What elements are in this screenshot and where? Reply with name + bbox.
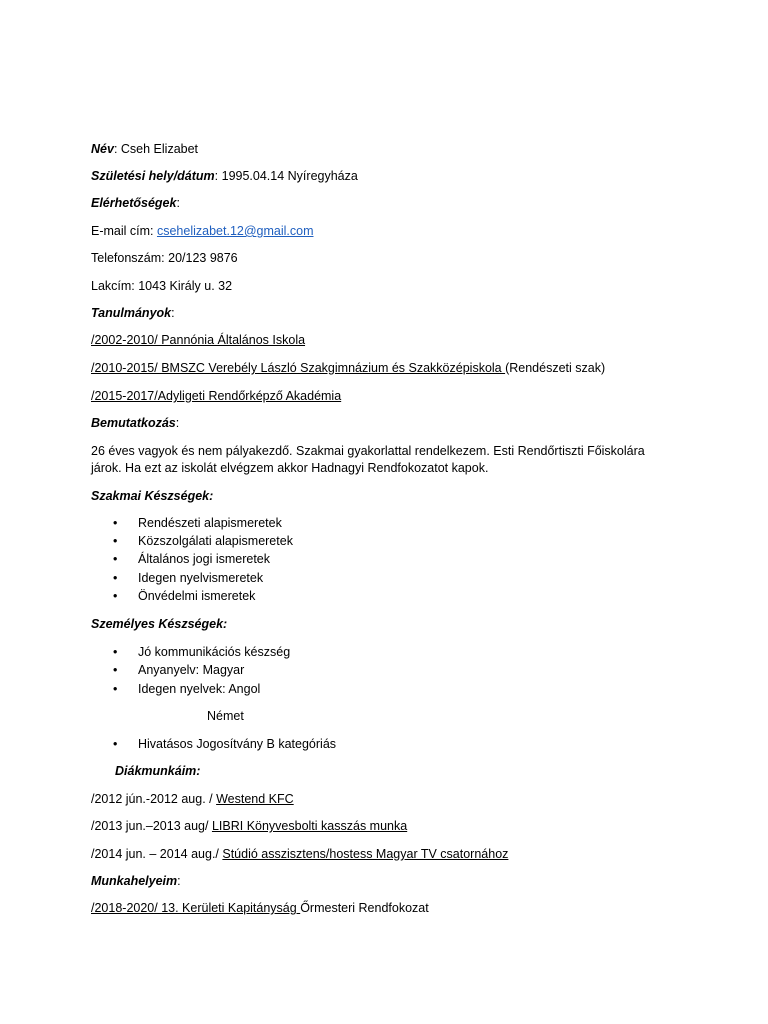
colon: :	[175, 416, 180, 430]
job-date: /2012 jún.-2012 aug. /	[91, 792, 217, 806]
bullet: •	[113, 516, 118, 530]
studies-label: Tanulmányok	[91, 306, 172, 320]
skill-item: Közszolgálati alapismeretek	[138, 534, 293, 548]
job-item	[91, 846, 508, 862]
study-text: /2010-2015/ BMSZC Verebély László Szakgimnázium és Szakközépiskola	[91, 361, 506, 375]
colon: :	[177, 874, 181, 888]
study-suffix: (Rendészeti szak)	[505, 361, 606, 375]
intro-heading	[91, 415, 179, 431]
bullet: •	[113, 645, 118, 659]
workplace-rank: Őrmesteri Rendfokozat	[300, 901, 429, 915]
license-item: Hivatásos Jogosítvány B kategóriás	[138, 737, 337, 751]
job-date: /2013 jun.–2013 aug/	[91, 819, 212, 833]
personal-skill-item: Idegen nyelvek: Angol	[138, 682, 261, 696]
job-place: LIBRI Könyvesbolti kasszás munka	[211, 819, 408, 833]
professional-skills-heading: Szakmai Készségek:	[91, 489, 214, 503]
intro-line: járok. Ha ezt az iskolát elvégzem akkor Hadnagyi Rendfokozatot kapok.	[91, 461, 489, 475]
bullet: •	[113, 682, 118, 696]
name-label: Név	[91, 142, 114, 156]
extra-language: Német	[207, 709, 244, 723]
bullet: •	[113, 663, 118, 677]
study-text: /2002-2010/ Pannónia Általános Iskola	[91, 333, 306, 347]
intro-label: Bemutatkozás	[91, 416, 176, 430]
email-label: E-mail cím:	[91, 224, 154, 238]
contacts-heading	[91, 195, 180, 211]
skill-item: Rendészeti alapismeretek	[138, 516, 282, 530]
email-row	[91, 223, 314, 239]
bullet: •	[113, 552, 118, 566]
birth-value: 1995.04.14 Nyíregyháza	[221, 169, 358, 183]
job-item	[91, 818, 407, 834]
personal-skill-item: Anyanyelv: Magyar	[138, 663, 245, 677]
bullet: •	[113, 571, 118, 585]
job-place: Westend KFC	[216, 792, 294, 806]
workplaces-heading	[91, 873, 181, 889]
job-place: Stúdió asszisztens/hostess Magyar TV csatornához	[222, 847, 509, 861]
workplace-item	[91, 900, 429, 916]
studies-heading	[91, 305, 175, 321]
address-row: Lakcím: 1043 Király u. 32	[91, 279, 233, 293]
birth-row	[91, 168, 358, 184]
bullet: •	[113, 534, 118, 548]
colon: :	[214, 169, 219, 183]
name-value: Cseh Elizabet	[120, 142, 199, 156]
bullet: •	[113, 589, 118, 603]
email-link[interactable]: csehelizabet.12@gmail.com	[156, 224, 314, 238]
contacts-label: Elérhetőségek	[91, 196, 177, 210]
skill-item: Idegen nyelvismeretek	[138, 571, 264, 585]
personal-skill-item: Jó kommunikációs készség	[138, 645, 291, 659]
skill-item: Általános jogi ismeretek	[138, 552, 271, 566]
study-item	[91, 360, 605, 376]
colon: :	[171, 306, 175, 320]
study-text: /2015-2017/Adyligeti Rendőrképző Akadémia	[91, 389, 342, 403]
study-item	[91, 332, 305, 348]
phone-row: Telefonszám: 20/123 9876	[91, 251, 238, 265]
colon: :	[113, 142, 118, 156]
personal-skills-heading: Személyes Készségek:	[91, 617, 228, 631]
study-item	[91, 388, 341, 404]
colon: :	[176, 196, 180, 210]
skill-item: Önvédelmi ismeretek	[138, 589, 256, 603]
job-item	[91, 791, 294, 807]
bullet: •	[113, 737, 118, 751]
intro-line: 26 éves vagyok és nem pályakezdő. Szakmai gyakorlattal rendelkezem. Esti Rendőrtiszti Főiskolára	[91, 444, 645, 458]
student-jobs-heading: Diákmunkáim:	[115, 764, 201, 778]
workplace-text: /2018-2020/ 13. Kerületi Kapitányság	[91, 901, 301, 915]
name-row	[91, 141, 198, 157]
birth-label: Születési hely/dátum	[91, 169, 215, 183]
job-date: /2014 jun. – 2014 aug./	[91, 847, 223, 861]
workplaces-label: Munkahelyeim	[91, 874, 178, 888]
